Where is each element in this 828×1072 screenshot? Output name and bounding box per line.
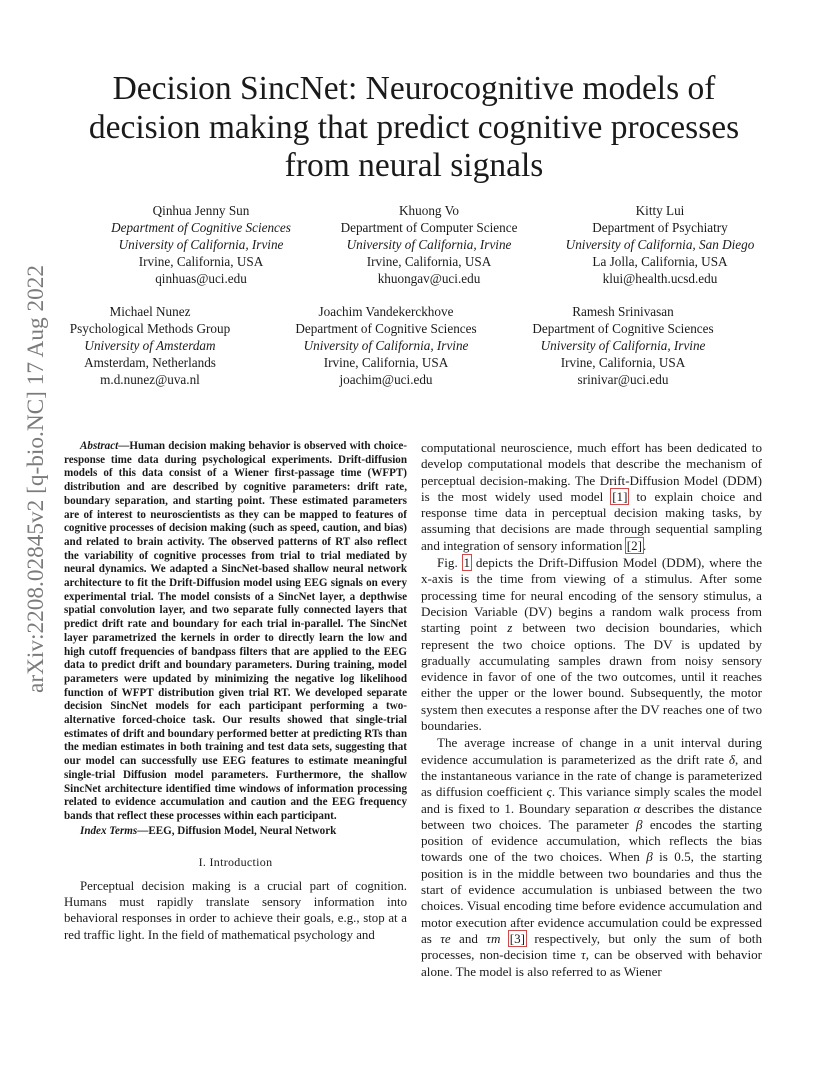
author-department: Department of Cognitive Sciences	[111, 219, 291, 235]
math-symbol: α	[633, 800, 641, 816]
author-location: La Jolla, California, USA	[592, 253, 728, 269]
author-location: Amsterdam, Netherlands	[84, 354, 216, 370]
author-name: Khuong Vo	[399, 203, 459, 218]
abstract-text: —Human decision making behavior is observed with choice-response time data during psychological experiments. Drift-diffusion models of this data consist of a Wiener first-passage time (WFPT) distribution and are described by cognitive parameters: drift rate, boundary separation, and starting point. These estimated parameters are of interest to neuroscientists as they can be mapped to features of cognitive processes of decision making (such as speed, caution, and bias) and related to brain activity. The observed patterns of RT also reflect the variability of cognitive processes from trial to trial mediated by neural dynamics. We adapted a SincNet-based shallow neural network architecture to fit the Drift-Diffusion model using EEG signals on every experimental trial. The model consists of a SincNet layer, a depthwise spatial convolution layer, and two separate fully connected layers that predict drift rate and boundary for each trial in-parallel. The SincNet layer parametrized the kernels in order to directly learn the low and high cutoff frequencies of bandpass filters that are applied to the EEG data to predict drift and boundary parameters. During training, model parameters were updated by minimizing the negative log likelihood function of WFPT distribution given trial RT. We developed separate decision SincNet models for each participant performing a two-alternative forced-choice task. Our results showed that single-trial estimates of drift and boundary performed better at predicting RTs than the median estimates in both training and test data sets, suggesting that our model can successfully use EEG features to estimate meaningful single-trial Diffusion model parameters. Furthermore, the shallow SincNet architecture identified time windows of information processing related to evidence accumulation and caution and the EEG frequency bands that reflect these processes within each participant.	[64, 440, 407, 822]
paragraph-text: encodes the starting position of evidence accumulation, which reflects the bias towards one of the two choices. When	[421, 816, 762, 865]
author-email[interactable]: m.d.nunez@uva.nl	[100, 371, 200, 387]
math-symbol: z	[507, 620, 513, 636]
math-symbol: ς	[546, 784, 552, 800]
paragraph-text: is 0.5, the starting position is in the middle between two boundaries and thus the start of evidence accumulation is unbiased between the two choices. Visual encoding time before evidence accumulation and motor execution after evidence accumulation could be expressed as	[421, 849, 762, 946]
paragraph-text: to explain choice and response time data in perceptual decision making tasks, by assuming that decisions are made through sequential sampling and integration of sensory information	[421, 488, 763, 553]
paragraph-text: respectively, but only the sum of both processes, non-decision time	[421, 930, 762, 963]
author-name: Michael Nunez	[109, 304, 191, 319]
abstract-label: Abstract	[80, 440, 119, 452]
author-email[interactable]: joachim@uci.edu	[339, 371, 433, 387]
figure-reference-link[interactable]: 1	[463, 555, 471, 571]
citation-link[interactable]: [3]	[509, 930, 526, 946]
author-block	[510, 304, 736, 389]
paragraph-text: , can be observed with behavior alone. The model is also referred to as Wiener	[421, 947, 762, 979]
author-email[interactable]: qinhuas@uci.edu	[155, 270, 247, 286]
math-symbol: β	[635, 816, 643, 832]
citation-link[interactable]: [1]	[612, 488, 628, 504]
author-location: Irvine, California, USA	[366, 253, 492, 269]
paper-title	[74, 70, 754, 186]
author-university: University of California, Irvine	[346, 236, 512, 252]
index-terms	[64, 825, 407, 839]
title-line: decision making that predict cognitive processes	[88, 108, 740, 146]
section-heading-introduction: I. Introduction	[198, 855, 273, 870]
author-block	[80, 203, 322, 288]
paragraph-text: describes the distance between two choices. The parameter	[421, 800, 762, 832]
author-department: Department of Psychiatry	[592, 219, 728, 235]
math-symbol: β	[646, 849, 653, 865]
index-terms-text: —EEG, Diffusion Model, Neural Network	[137, 824, 337, 837]
author-location: Irvine, California, USA	[560, 354, 686, 370]
title-line: Decision SincNet: Neurocognitive models of	[112, 70, 716, 107]
title-line: from neural signals	[284, 147, 544, 184]
math-symbol: δ	[728, 751, 735, 767]
author-university: University of California, San Diego	[565, 236, 755, 252]
paragraph-text: The average increase of change in a unit interval during evidence accumulation is parameterized as the drift rate	[421, 735, 762, 767]
author-block	[318, 203, 540, 288]
author-block	[52, 304, 248, 389]
author-email[interactable]: srinivar@uci.edu	[577, 371, 669, 387]
arxiv-stamp	[14, 265, 54, 693]
math-symbol: τ	[581, 947, 586, 963]
author-location: Irvine, California, USA	[138, 253, 264, 269]
author-university: University of California, Irvine	[303, 337, 469, 353]
author-location: Irvine, California, USA	[323, 354, 449, 370]
author-name: Joachim Vandekerckhove	[318, 304, 454, 319]
author-department: Department of Computer Science	[340, 219, 518, 235]
author-name: Ramesh Srinivasan	[572, 304, 674, 319]
left-column	[64, 440, 407, 943]
author-block	[540, 203, 780, 288]
paragraph-text: . This variance simply scales the model and is fixed to 1. Boundary separation	[421, 784, 763, 816]
index-terms-label: Index Terms	[80, 824, 138, 837]
paragraph-text: between two decision boundaries, which represent the two choice options. The DV is updated by gradually accumulating samples drawn from noisy sensory evidence in favor of one of the two outcomes, until it reaches either the upper or the lower bound. Subsequently, the motor system then executes a response after the DV reaches one of two boundaries.	[421, 620, 762, 734]
author-department: Department of Cognitive Sciences	[532, 320, 714, 336]
author-university: University of California, Irvine	[540, 337, 706, 353]
paragraph-text: Fig.	[437, 555, 463, 571]
author-email[interactable]: khuongav@uci.edu	[377, 270, 481, 286]
paragraph-text	[500, 931, 508, 946]
author-university: University of Amsterdam	[84, 337, 216, 353]
author-block	[268, 304, 504, 389]
author-name: Qinhua Jenny Sun	[152, 203, 250, 218]
author-department: Department of Cognitive Sciences	[295, 320, 477, 336]
paragraph-text: .	[643, 537, 647, 553]
right-column	[421, 440, 762, 980]
body-paragraph	[421, 440, 762, 554]
paragraph-text: depicts the Drift-Diffusion Model (DDM), where the x-axis is the time from viewing of a stimulus. After some processing time for neural encoding of the sensory stimulus, a Decision Variable (DV) begins a random walk process from starting point	[421, 555, 763, 636]
abstract	[64, 440, 407, 824]
paragraph-text: computational neuroscience, much effort has been dedicated to develop computational models that describe the mechanism of perceptual decision-making. The Drift-Diffusion Model (DDM) is the most widely used model	[421, 440, 762, 504]
author-university: University of California, Irvine	[118, 236, 284, 252]
body-paragraph	[421, 555, 762, 734]
author-department: Psychological Methods Group	[69, 320, 231, 336]
author-name: Kitty Lui	[635, 203, 685, 218]
paragraph-text: , and the instantaneous variance in the rate of change is parameterized as diffusion coefficient	[421, 751, 762, 800]
arxiv-identifier: arXiv:2208.02845v2 [q-bio.NC] 17 Aug 2022	[23, 270, 48, 693]
math-symbol: τe	[440, 930, 451, 946]
body-paragraph	[421, 735, 762, 979]
paragraph-text: and	[450, 930, 487, 946]
math-symbol: τm	[486, 930, 501, 946]
citation-link[interactable]: [2]	[626, 537, 643, 553]
author-email[interactable]: klui@health.ucsd.edu	[602, 270, 718, 286]
intro-paragraph: Perceptual decision making is a crucial part of cognition. Humans must rapidly translate sensory information into behavioral responses in order to achieve their goals, e.g., stop at a red traffic light. In the field of mathematical psychology and	[64, 878, 407, 942]
